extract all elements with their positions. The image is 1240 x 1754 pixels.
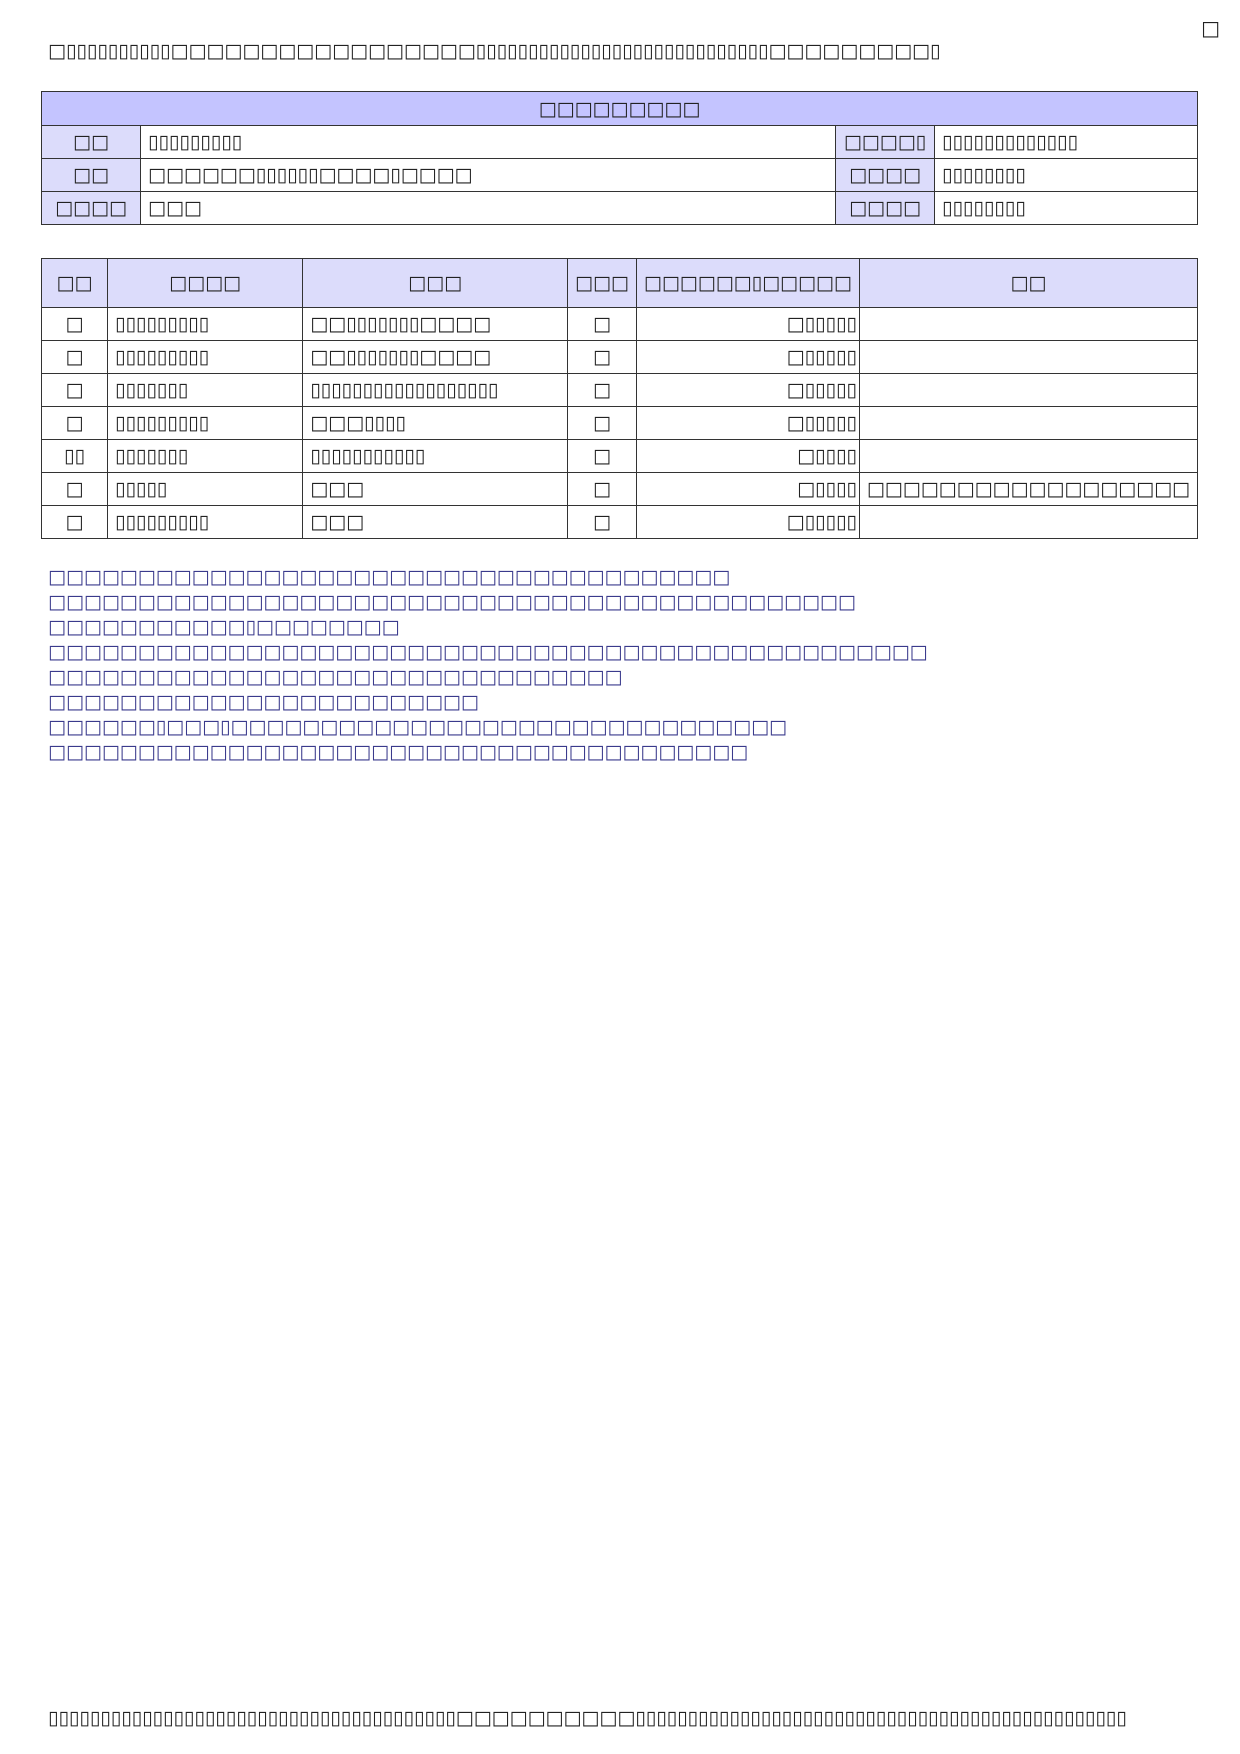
cell-no: □ <box>42 407 108 440</box>
cell-qty: □ <box>568 308 637 341</box>
table-row <box>42 473 1198 506</box>
cell-qty: □ <box>568 341 637 374</box>
cell-name: □□▯▯▯▯▯▯▯□□□□ <box>303 341 568 374</box>
cell-code: ▯▯▯▯▯▯▯ <box>107 374 302 407</box>
col-header-amount: □□□□□□▯□□□□□ <box>636 259 859 308</box>
note-line: □□□□□□□□□□□□□□□□□□□□□□□□□□□□□□□□□□□□□□ <box>48 566 731 588</box>
info-label: □□□□ <box>836 192 935 225</box>
table-row <box>42 308 1198 341</box>
info-label: □□□□ <box>836 159 935 192</box>
cell-code: ▯▯▯▯▯▯▯▯▯ <box>107 308 302 341</box>
cell-remark <box>859 506 1197 539</box>
cell-name: ▯▯▯▯▯▯▯▯▯▯▯▯▯▯▯▯▯▯ <box>303 374 568 407</box>
note-line: □□□□□□▯□□□▯□□□□□□□□□□□□□□□□□□□□□□□□□□□□□□□ <box>48 716 787 738</box>
info-table <box>41 91 1198 225</box>
table-row <box>42 407 1198 440</box>
note-line: □□□□□□□□□□□□□□□□□□□□□□□□□□□□□□□□□□□□□□□□□□□□□ <box>48 591 856 613</box>
cell-remark <box>859 341 1197 374</box>
cell-amount: □▯▯▯▯ <box>636 473 859 506</box>
info-label: □□□□▯ <box>836 126 935 159</box>
cell-remark <box>859 308 1197 341</box>
cell-amount: □▯▯▯▯▯ <box>636 374 859 407</box>
info-value: ▯▯▯▯▯▯▯▯ <box>935 192 1198 225</box>
page-number: □ <box>1201 16 1220 40</box>
document-footer: ▯▯▯▯▯▯▯▯▯▯▯▯▯▯▯▯▯▯▯▯▯▯▯▯▯▯▯▯▯▯▯▯▯▯▯▯▯▯▯□□□□□□□□□□▯▯▯▯▯▯▯▯▯▯▯▯▯▯▯▯▯▯▯▯▯▯▯▯▯▯▯▯▯▯▯▯▯▯▯▯▯▯▯▯▯▯▯▯▯▯▯ <box>48 1707 1127 1729</box>
cell-no: □ <box>42 374 108 407</box>
cell-remark <box>859 440 1197 473</box>
note-line: □□□□□□□□□□□□□□□□□□□□□□□□□□□□□□□□□□□□□□□ <box>48 741 749 763</box>
cell-remark: □□□□□□□□□□□□□□□□□□ <box>859 473 1197 506</box>
cell-name: □□□ <box>303 473 568 506</box>
note-line: □□□□□□□□□□□▯□□□□□□□□ <box>48 616 400 638</box>
col-header-name: □□□ <box>303 259 568 308</box>
info-value: □□□□□□▯▯▯▯▯▯□□□□▯□□□□ <box>141 159 836 192</box>
cell-remark <box>859 407 1197 440</box>
cell-name: □□▯▯▯▯▯▯▯□□□□ <box>303 308 568 341</box>
col-header-code: □□□□ <box>107 259 302 308</box>
note-line: □□□□□□□□□□□□□□□□□□□□□□□□ <box>48 691 479 713</box>
cell-name: ▯▯▯▯▯▯▯▯▯▯▯ <box>303 440 568 473</box>
cell-code: ▯▯▯▯▯▯▯▯▯ <box>107 506 302 539</box>
cell-amount: □▯▯▯▯▯ <box>636 308 859 341</box>
cell-code: ▯▯▯▯▯▯▯ <box>107 440 302 473</box>
col-header-remark: □□ <box>859 259 1197 308</box>
cell-amount: □▯▯▯▯▯ <box>636 506 859 539</box>
col-header-qty: □□□ <box>568 259 637 308</box>
cell-no: □ <box>42 341 108 374</box>
cell-name: □□□▯▯▯▯ <box>303 407 568 440</box>
cell-remark <box>859 374 1197 407</box>
cell-no: □ <box>42 506 108 539</box>
info-value: ▯▯▯▯▯▯▯▯ <box>935 159 1198 192</box>
table-row <box>42 374 1198 407</box>
info-table-title: □□□□□□□□□ <box>42 92 1198 126</box>
info-value: □□□ <box>141 192 836 225</box>
info-label: □□□□ <box>42 192 141 225</box>
table-row <box>42 440 1198 473</box>
notes-section <box>48 565 928 765</box>
cell-qty: □ <box>568 407 637 440</box>
cell-no: □ <box>42 308 108 341</box>
cell-no: ▯▯ <box>42 440 108 473</box>
info-value: ▯▯▯▯▯▯▯▯▯ <box>141 126 836 159</box>
col-header-no: □□ <box>42 259 108 308</box>
cell-code: ▯▯▯▯▯▯▯▯▯ <box>107 341 302 374</box>
info-value: ▯▯▯▯▯▯▯▯▯▯▯▯▯ <box>935 126 1198 159</box>
note-line: □□□□□□□□□□□□□□□□□□□□□□□□□□□□□□□□ <box>48 666 623 688</box>
cell-amount: □▯▯▯▯▯ <box>636 341 859 374</box>
cell-qty: □ <box>568 473 637 506</box>
cell-amount: □▯▯▯▯ <box>636 440 859 473</box>
cell-qty: □ <box>568 506 637 539</box>
document-header: □▯▯▯▯▯▯▯▯▯▯□□□□□□□□□□□□□□□□□▯▯▯▯▯▯▯▯▯▯▯▯▯▯▯▯▯▯▯▯▯▯▯▯▯▯▯▯□□□□□□□□□▯ <box>48 40 941 62</box>
info-label: □□ <box>42 159 141 192</box>
table-row <box>42 506 1198 539</box>
cell-name: □□□ <box>303 506 568 539</box>
cell-qty: □ <box>568 374 637 407</box>
table-row <box>42 341 1198 374</box>
cell-no: □ <box>42 473 108 506</box>
cell-qty: □ <box>568 440 637 473</box>
info-label: □□ <box>42 126 141 159</box>
note-line: □□□□□□□□□□□□□□□□□□□□□□□□□□□□□□□□□□□□□□□□□□□□□□□□□ <box>48 641 928 663</box>
cell-code: ▯▯▯▯▯ <box>107 473 302 506</box>
cell-amount: □▯▯▯▯▯ <box>636 407 859 440</box>
items-table <box>41 258 1198 539</box>
cell-code: ▯▯▯▯▯▯▯▯▯ <box>107 407 302 440</box>
